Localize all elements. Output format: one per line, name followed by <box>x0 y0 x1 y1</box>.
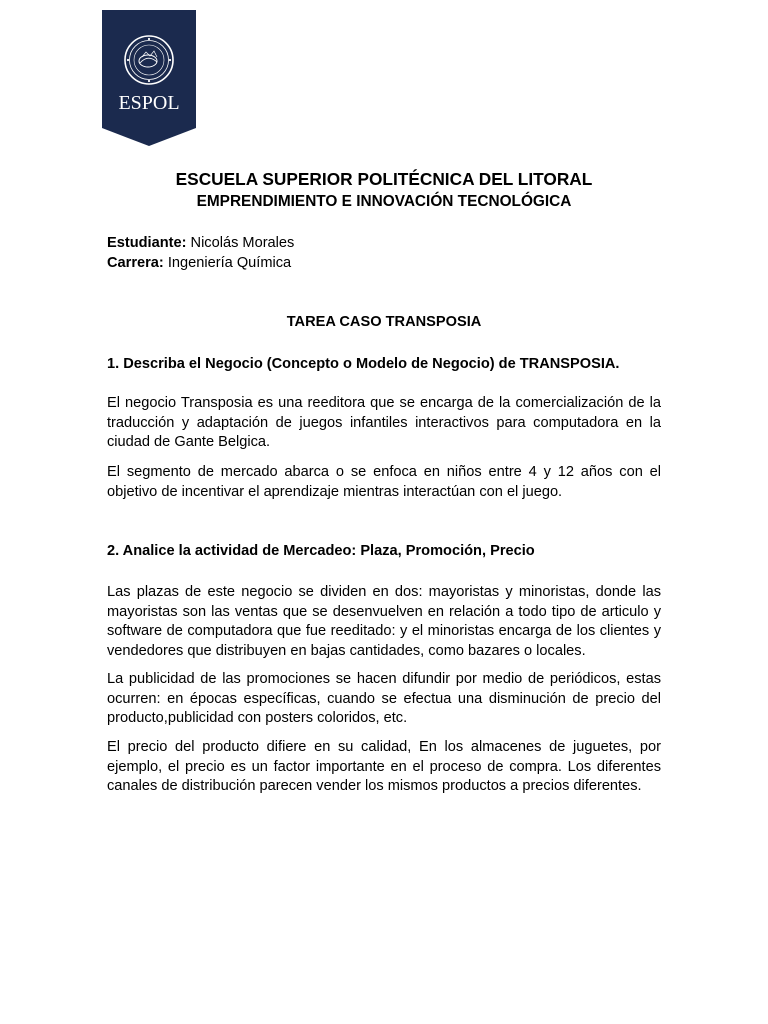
espol-logo-shield <box>102 10 196 146</box>
section-1-paragraph-2: El segmento de mercado abarca o se enfoca en niños entre 4 y 12 años con el objetivo de incentivar el aprendizaje mientras interactúan con el juego. <box>107 464 661 500</box>
student-name: Nicolás Morales <box>186 235 295 251</box>
section-2-paragraph-3: El precio del producto difiere en su calidad, En los almacenes de juguetes, por ejemplo, el precio es un factor importante en el proceso de compra. Los diferentes canales de distribución parecen vender los mismos productos a precios diferentes. <box>107 739 661 795</box>
espol-logo <box>102 10 196 146</box>
student-label: Estudiante: <box>107 235 187 251</box>
career-label: Carrera: <box>107 255 164 271</box>
section-1-heading: 1. Describa el Negocio (Concepto o Modelo de Negocio) de TRANSPOSIA. <box>107 356 620 372</box>
student-line <box>107 235 294 251</box>
section-2-paragraph-2: La publicidad de las promociones se hacen difundir por medio de periódicos, estas ocurren: en épocas específicas, cuando se efectua una disminución de precio del producto,publicidad con posters coloridos, etc. <box>107 671 661 727</box>
task-title: TAREA CASO TRANSPOSIA <box>286 314 482 330</box>
section-2-paragraph-1: Las plazas de este negocio se dividen en dos: mayoristas y minoristas, donde las mayoristas son las ventas que se desenvuelven en relación a todo tipo de articulo y software de computadora que fue reeditado: y el minoristas encarga de los clientes y vendedores que distribuyen en bajas cantidades, como bazares o locales. <box>107 584 661 659</box>
career-line <box>107 255 291 271</box>
section-2-heading: 2. Analice la actividad de Mercadeo: Plaza, Promoción, Precio <box>107 543 535 559</box>
career-name: Ingeniería Química <box>163 255 292 271</box>
espol-logo-text: ESPOL <box>118 92 180 114</box>
course-title: EMPRENDIMIENTO E INNOVACIÓN TECNOLÓGICA <box>196 193 572 210</box>
institution-title: ESCUELA SUPERIOR POLITÉCNICA DEL LITORAL <box>175 169 593 189</box>
section-1-paragraph-1: El negocio Transposia es una reeditora que se encarga de la comercialización de la traducción y adaptación de juegos infantiles interactivos para computadora en la ciudad de Gante Belgica. <box>107 395 661 451</box>
